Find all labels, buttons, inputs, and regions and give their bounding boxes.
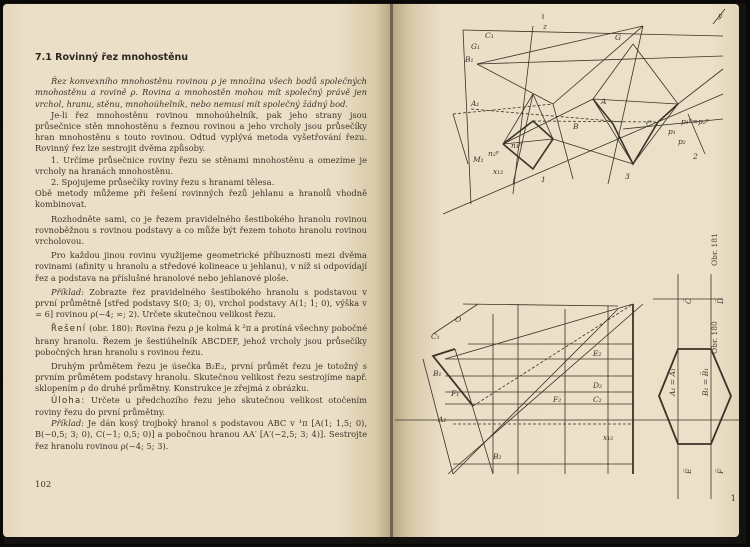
figure-label: M₁	[473, 155, 484, 164]
example-text: Zobrazte řez pravidelného šestibokého hranolu s podstavou v první průmětně [střed podstavy S(0; 3; 0), vrchol podstavy A(1; 1; 0), výška v = 6] rovinou ρ(−4; ∞; 2). Určete skutečnou velikost řezu.	[35, 286, 367, 320]
paragraph-solution	[35, 323, 367, 358]
figure-label: p₂	[678, 137, 686, 146]
figure-label: y	[718, 11, 723, 20]
paragraph-method: Je-li řez mnohostěnu rovinou mnohoúhelník, pak jeho strany jsou průsečnice stěn mnohostěnu s řeznou rovinou a jeho vrcholy jsou průsečíky hran mnohostěnu s touto rovinou. Odtud vyplývá metoda vyšetřování řezu. Rovinný řez lze sestrojit dvěma způsoby.	[35, 109, 367, 154]
figure-label: n₂ᵖ	[488, 149, 499, 158]
example-2-text: Je dán kosý trojboký hranol s podstavou ABC v ¹π [A(1; 1,5; 0), B(−0,5; 3; 0), C(−1; 0,5; 0)] a pobočnou hranou AA′ [A′(−2,5; 3; 4)]. Sestrojte řez hranolu rovinou ρ(−4; 5; 3).	[35, 418, 367, 451]
right-page	[393, 4, 739, 537]
figure-label: n₁ᵖ	[511, 141, 522, 150]
left-page-number: 102	[35, 480, 52, 490]
figure-label: C₁	[485, 31, 494, 40]
figure-180-hidden-lines	[453, 304, 633, 424]
figure-181-caption: Obr. 181	[710, 233, 719, 266]
figure-label: E₂	[593, 349, 602, 358]
left-page	[3, 4, 391, 537]
paragraph-example-2	[35, 418, 367, 452]
figure-label: 1	[541, 175, 546, 184]
figure-label: x₁₂	[493, 167, 504, 176]
figure-label: A₂	[438, 415, 447, 424]
figure-label: F̅	[716, 468, 725, 474]
example-label: Příklad:	[51, 286, 84, 297]
figure-label: p₁ᵖ=p₂ᵖ	[681, 117, 709, 126]
figure-label: B₁ = B̅₁	[701, 367, 710, 396]
figure-label: B	[573, 122, 579, 131]
figure-label: A₁	[471, 99, 480, 108]
example-2-label: Příklad:	[51, 418, 84, 429]
figure-label: B₁	[465, 55, 474, 64]
figure-label: G₁	[471, 42, 480, 51]
figure-label: x₁₂	[603, 433, 614, 442]
task-text: Určete u předchozího řezu jeho skutečnou velikost otočením roviny řezu do první průmětny.	[35, 394, 367, 417]
figure-label: A	[601, 97, 607, 106]
task-label: Úloha:	[51, 395, 86, 406]
section-title: 7.1 Rovinný řez mnohostěnu	[35, 52, 189, 63]
paragraph-exercise: Rozhodněte sami, co je řezem pravidelného šestibokého hranolu rovinou rovnoběžnou s rovinou podstavy a co může být řezem tohoto hranolu rovinou vrcholovou.	[35, 213, 367, 247]
paragraph-step-2: 2. Spojujeme průsečíky roviny řezu s hranami tělesa.	[51, 177, 275, 188]
figure-label: B₂	[493, 452, 502, 461]
figure-label: z	[543, 22, 547, 31]
figure-180-drawing	[395, 274, 739, 499]
figure-label: C	[646, 119, 652, 128]
figure-label: 3	[625, 172, 630, 181]
figure-label: C₂	[593, 395, 602, 404]
figure-label: p₁	[668, 127, 676, 136]
right-page-number: 1	[730, 494, 736, 504]
paragraph-example-1	[35, 287, 367, 321]
paragraph-task	[35, 395, 367, 418]
figure-label: G	[615, 33, 621, 42]
construction-figures	[393, 4, 739, 537]
paragraph-combine: Obě metody můžeme při řešení rovinných řezů jehlanu a hranolů vhodně kombinovat.	[35, 188, 367, 210]
figure-label: F₂	[553, 395, 562, 404]
solution-label: Řešení	[51, 324, 87, 335]
paragraph-affinity: Pro každou jinou rovinu využijeme geometrické příbuznosti mezi dvěma rovinami (afinity u hranolu a středové kolineace u jehlanu), v níž si odpovídají řez a podstava na příslušné hranolové nebo jehlanové ploše.	[35, 250, 367, 283]
solution-text: (obr. 180): Rovina řezu ρ je kolmá k ²π a protíná všechny pobočné hrany hranolu. Řezem je šestiúhelník ABCDEF, jehož vrcholy jsou průsečíky pobočných hran hranolu s rovinou řezu.	[35, 323, 367, 357]
figure-label: D₂	[593, 381, 603, 390]
figure-label: D̅	[716, 297, 725, 304]
figure-label: F₁	[451, 389, 460, 398]
figure-label: B₁	[433, 369, 442, 378]
figure-label: O	[455, 315, 462, 324]
left-page-text	[35, 52, 367, 452]
paragraph-step-1: 1. Určíme průsečnice roviny řezu se stěnami mnohostěnu a omezíme je vrcholy na hranách mnohostěnu.	[35, 154, 367, 176]
paragraph-definition: Řez konvexního mnohostěnu rovinou ρ je množina všech bodů společných mnohostěnu a rovině ρ. Rovina a mnohostěn mohou mít společný právě jen vrchol, hranu, stěnu, mnohoúhelník, nebo nemusí mít společný žádný bod.	[35, 76, 367, 109]
figure-label: C̅	[684, 298, 693, 304]
paragraph-projection: Druhým průmětem řezu je úsečka B₂E₂, první průmět řezu je totožný s prvním průmětem podstavy hranolu. Skutečnou velikost řezu sestrojíme např. sklopením ρ do druhé průmětny. Konstrukce je zřejmá z obrázku.	[35, 361, 367, 394]
figure-label: C₁	[431, 332, 440, 341]
figure-label: A₁ = A̅₁	[668, 368, 677, 396]
figure-label: 2	[693, 152, 698, 161]
figure-180-caption: Obr. 180	[710, 321, 719, 354]
figure-label: E̅	[684, 468, 693, 474]
